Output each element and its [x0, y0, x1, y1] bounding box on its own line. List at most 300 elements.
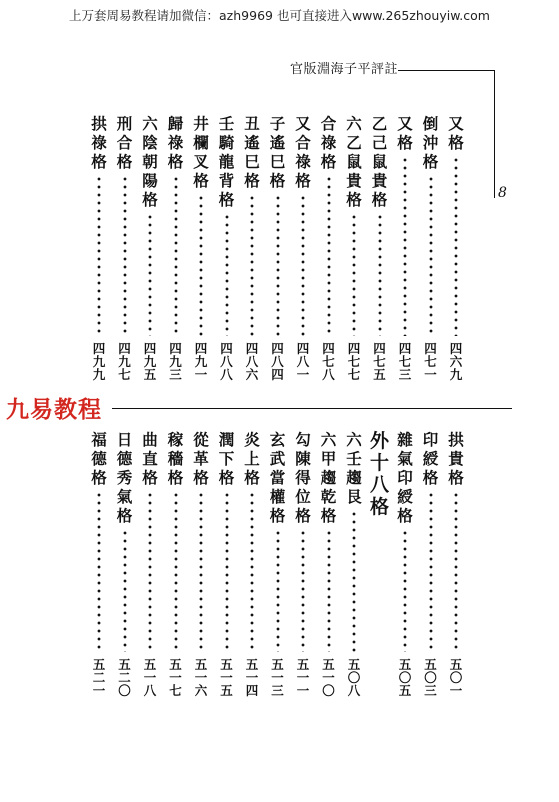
leader-dots: [352, 510, 356, 652]
title-char: 又: [295, 114, 311, 133]
title-char: 騎: [218, 133, 235, 152]
title-char: 朝: [142, 152, 158, 171]
toc-entry-title: [266, 114, 290, 190]
toc-entry-title: [138, 114, 162, 209]
toc-entry-title: [138, 430, 162, 487]
toc-page-number: [164, 342, 188, 381]
page-digit: 一: [169, 670, 182, 685]
toc-entry: [240, 114, 264, 382]
toc-entry-title: [342, 114, 366, 209]
title-char: 十: [369, 452, 389, 474]
title-char: 格: [371, 190, 388, 209]
leader-dots: [199, 194, 203, 336]
toc-entry: [87, 430, 111, 698]
title-char: 沖: [422, 133, 439, 152]
page-digit: 三: [271, 683, 284, 698]
title-char: 從: [193, 430, 209, 449]
toc-entry-title: [189, 430, 213, 487]
page-digit: 一: [245, 670, 259, 685]
page-digit: 四: [245, 341, 259, 356]
toc-page-number: [189, 342, 213, 381]
toc-entry: [215, 114, 239, 382]
title-char: 格: [91, 468, 107, 487]
page-digit: 〇: [118, 683, 131, 698]
toc-entry-title: [419, 114, 443, 171]
title-char: 武: [269, 449, 286, 468]
toc-entry-title: [317, 430, 341, 525]
title-char: 乙: [371, 114, 388, 133]
toc-entry-title: [113, 114, 137, 171]
page-digit: 八: [347, 683, 361, 698]
page-digit: 五: [398, 657, 412, 672]
toc-page-number: [164, 658, 188, 697]
leader-dots: [174, 175, 178, 336]
title-char: 井: [193, 114, 209, 133]
title-char: 格: [269, 171, 286, 190]
toc-page-number: [317, 658, 341, 697]
leader-dots: [327, 175, 331, 336]
page-digit: 一: [296, 683, 310, 698]
page-digit: 五: [194, 657, 208, 672]
toc-entry: [317, 430, 341, 698]
page-digit: 八: [296, 354, 310, 369]
title-char: 格: [369, 496, 389, 518]
page-digit: 六: [194, 683, 208, 698]
toc-entry: [164, 114, 188, 382]
title-char: 六: [346, 114, 362, 133]
title-char: 甲: [320, 449, 337, 468]
toc-entry: [317, 114, 341, 382]
leader-dots: [276, 529, 280, 652]
page-digit: 三: [424, 683, 437, 698]
page-digit: 五: [424, 657, 437, 672]
toc-entry: [291, 114, 315, 382]
toc-entry-title: [444, 114, 468, 152]
leader-dots: [123, 529, 127, 652]
leader-dots: [97, 175, 101, 336]
toc-entry-title: [240, 114, 264, 190]
title-char: 格: [91, 152, 107, 171]
title-char: 合: [320, 114, 337, 133]
title-char: 格: [295, 171, 311, 190]
title-char: 格: [116, 152, 133, 171]
toc-entry-title: [113, 430, 137, 525]
page-digit: 一: [220, 670, 233, 685]
title-char: 鼠: [346, 152, 362, 171]
title-char: 氣: [397, 449, 413, 468]
page-digit: 三: [398, 367, 412, 382]
toc-page-number: [342, 658, 366, 697]
toc-page-number: [393, 342, 417, 381]
title-char: 丑: [244, 114, 260, 133]
page-digit: 〇: [449, 670, 463, 685]
title-char: 雜: [397, 430, 413, 449]
title-char: 格: [422, 152, 439, 171]
page-digit: 五: [398, 683, 412, 698]
toc-entry: [393, 430, 417, 698]
title-char: 格: [320, 152, 337, 171]
title-char: 趨: [320, 468, 337, 487]
title-char: 歸: [167, 114, 184, 133]
title-char: 格: [167, 468, 184, 487]
title-char: 穡: [167, 449, 184, 468]
title-char: 下: [218, 449, 235, 468]
page-digit: 六: [449, 354, 463, 369]
toc-entry-title: [444, 430, 468, 487]
toc-entry-title: [291, 430, 315, 525]
page-digit: 四: [322, 341, 335, 356]
title-char: 格: [116, 506, 133, 525]
title-char: 格: [448, 468, 464, 487]
title-char: 氣: [116, 487, 133, 506]
toc-page-number: [266, 342, 290, 381]
page-digit: 一: [449, 683, 463, 698]
header-rule: [398, 70, 494, 71]
toc-page-number: [444, 342, 468, 381]
title-char: 艮: [346, 487, 362, 506]
brand-stamp: 九易教程: [6, 397, 102, 423]
leader-dots: [454, 156, 458, 336]
title-char: 直: [142, 449, 158, 468]
title-char: 格: [218, 190, 235, 209]
toc-page-number: [240, 658, 264, 697]
page-digit: 八: [220, 354, 233, 369]
title-char: 得: [295, 468, 311, 487]
leader-dots: [301, 529, 305, 652]
page-digit: 五: [143, 657, 157, 672]
toc-entry: [266, 430, 290, 698]
toc-entry-title: [215, 114, 239, 209]
toc-entry-title: [368, 430, 392, 518]
page-digit: 七: [118, 367, 131, 382]
title-char: 位: [295, 487, 311, 506]
page-digit: 四: [424, 341, 437, 356]
title-char: 又: [448, 114, 464, 133]
page-digit: 九: [449, 367, 463, 382]
leader-dots: [327, 529, 331, 652]
leader-dots: [403, 156, 407, 336]
title-char: 倒: [422, 114, 439, 133]
toc-entry: [138, 430, 162, 698]
title-char: 格: [218, 468, 235, 487]
page-digit: 一: [143, 670, 157, 685]
title-char: 又: [397, 114, 413, 133]
toc-entry: [342, 430, 366, 698]
toc-entry-title: [317, 114, 341, 171]
toc-page-number: [189, 658, 213, 697]
page-digit: 三: [169, 367, 182, 382]
toc-entry: [342, 114, 366, 382]
page-digit: 〇: [322, 683, 335, 698]
toc-entry: [419, 114, 443, 382]
page-digit: 七: [398, 354, 412, 369]
title-char: 六: [142, 114, 158, 133]
leader-dots: [199, 491, 203, 652]
page-digit: 一: [296, 367, 310, 382]
title-char: 貴: [448, 449, 464, 468]
page-digit: 四: [373, 341, 386, 356]
page-digit: 九: [194, 354, 208, 369]
leader-dots: [148, 213, 152, 336]
toc-page-number: [138, 658, 162, 697]
page-digit: 一: [194, 367, 208, 382]
title-char: 陰: [142, 133, 158, 152]
title-char: 日: [116, 430, 133, 449]
toc-entry: [189, 114, 213, 382]
toc-entry: [87, 114, 111, 382]
page-digit: 八: [245, 354, 259, 369]
book-title-header: 官版淵海子平評註: [290, 62, 399, 77]
title-char: 八: [369, 474, 389, 496]
title-char: 壬: [218, 114, 235, 133]
toc-page-number: [87, 342, 111, 381]
page-digit: 四: [245, 683, 259, 698]
toc-entry-title: [240, 430, 264, 487]
title-char: 權: [269, 487, 286, 506]
toc-entry: [215, 430, 239, 698]
toc-page-number: [419, 342, 443, 381]
title-char: 稼: [167, 430, 184, 449]
leader-dots: [123, 175, 127, 336]
page-digit: 八: [143, 683, 157, 698]
toc-entry-title: [291, 114, 315, 190]
leader-dots: [429, 175, 433, 336]
title-char: 趨: [346, 468, 362, 487]
title-char: 格: [422, 468, 439, 487]
page-digit: 〇: [424, 670, 437, 685]
page-digit: 七: [424, 354, 437, 369]
page-digit: 七: [347, 354, 361, 369]
toc-entry: [240, 430, 264, 698]
title-char: 曲: [142, 430, 158, 449]
title-char: 遙: [244, 133, 260, 152]
page-digit: 五: [92, 657, 106, 672]
title-char: 綬: [397, 487, 413, 506]
toc-page-number: [138, 342, 162, 381]
leader-dots: [378, 213, 382, 336]
leader-dots: [429, 491, 433, 652]
toc-entry: [164, 430, 188, 698]
title-char: 祿: [320, 133, 337, 152]
page-digit: 〇: [347, 670, 361, 685]
toc-entry-title: [164, 430, 188, 487]
page-digit: 五: [118, 657, 131, 672]
toc-entry: [368, 430, 392, 518]
toc-entry-title: [266, 430, 290, 525]
toc-page-number: [342, 342, 366, 381]
title-char: 格: [295, 506, 311, 525]
leader-dots: [454, 491, 458, 652]
title-char: 格: [269, 506, 286, 525]
leader-dots: [276, 194, 280, 336]
title-char: 六: [320, 430, 337, 449]
page-digit: 七: [322, 354, 335, 369]
title-char: 祿: [167, 133, 184, 152]
leader-dots: [250, 194, 254, 336]
title-char: 祿: [91, 133, 107, 152]
page-digit: 五: [220, 657, 233, 672]
toc-page-number: [368, 342, 392, 381]
title-char: 背: [218, 171, 235, 190]
title-char: 外: [369, 430, 389, 452]
title-char: 壬: [346, 449, 362, 468]
page-digit: 七: [169, 683, 182, 698]
toc-entry-title: [87, 114, 111, 171]
page-digit: 五: [271, 657, 284, 672]
toc-entry: [113, 114, 137, 382]
page-digit: 一: [271, 670, 284, 685]
page-digit: 七: [347, 367, 361, 382]
leader-dots: [301, 194, 305, 336]
page-digit: 四: [92, 341, 106, 356]
leader-dots: [97, 491, 101, 652]
page-digit: 一: [92, 683, 106, 698]
title-char: 拱: [448, 430, 464, 449]
toc-entry: [368, 114, 392, 382]
title-char: 貴: [371, 171, 388, 190]
title-char: 德: [116, 449, 133, 468]
leader-dots: [148, 491, 152, 652]
toc-entry: [113, 430, 137, 698]
page-digit: 二: [118, 670, 131, 685]
toc-entry: [291, 430, 315, 698]
title-char: 福: [91, 430, 107, 449]
page-digit: 八: [220, 367, 233, 382]
leader-dots: [225, 491, 229, 652]
toc-page-number: [291, 658, 315, 697]
page-digit: 四: [271, 341, 284, 356]
page-digit: 九: [92, 354, 106, 369]
toc-page-number: [113, 342, 137, 381]
title-char: 陽: [142, 171, 158, 190]
page-digit: 五: [347, 657, 361, 672]
title-char: 合: [295, 133, 311, 152]
title-char: 上: [244, 449, 260, 468]
title-char: 炎: [244, 430, 260, 449]
page-digit: 四: [398, 341, 412, 356]
toc-entry: [138, 114, 162, 382]
page-digit: 四: [143, 341, 157, 356]
page-digit: 五: [296, 657, 310, 672]
title-char: 格: [142, 468, 158, 487]
title-char: 勾: [295, 430, 311, 449]
title-char: 格: [346, 190, 362, 209]
toc-entry-title: [419, 430, 443, 487]
page-digit: 四: [118, 341, 131, 356]
title-char: 祿: [295, 152, 311, 171]
page-digit: 九: [92, 367, 106, 382]
toc-entry-title: [87, 430, 111, 487]
toc-entry-title: [189, 114, 213, 190]
page-digit: 九: [169, 354, 182, 369]
title-char: 刑: [116, 114, 133, 133]
title-char: 革: [193, 449, 209, 468]
toc-page-number: [215, 342, 239, 381]
title-char: 格: [448, 133, 464, 152]
page-digit: 八: [322, 367, 335, 382]
toc-page-number: [266, 658, 290, 697]
leader-dots: [403, 529, 407, 652]
title-char: 格: [193, 171, 209, 190]
page-digit: 一: [424, 367, 437, 382]
title-char: 格: [320, 506, 337, 525]
title-char: 秀: [116, 468, 133, 487]
toc-page-number: [291, 342, 315, 381]
title-char: 拱: [91, 114, 107, 133]
leader-dots: [174, 491, 178, 652]
leader-dots: [250, 491, 254, 652]
title-char: 己: [371, 133, 388, 152]
toc-entry: [266, 114, 290, 382]
toc-page-number: [87, 658, 111, 697]
toc-entry: [393, 114, 417, 382]
page-digit: 四: [194, 341, 208, 356]
leader-dots: [225, 213, 229, 336]
title-char: 叉: [193, 152, 209, 171]
title-char: 欄: [193, 133, 209, 152]
title-char: 鼠: [371, 152, 388, 171]
page-digit: 四: [169, 341, 182, 356]
page-digit: 四: [271, 367, 284, 382]
side-rule: [494, 70, 495, 198]
title-char: 德: [91, 449, 107, 468]
toc-page-number: [240, 342, 264, 381]
toc-page-number: [113, 658, 137, 697]
toc-entry-title: [368, 114, 392, 209]
title-char: 巳: [244, 152, 260, 171]
page-digit: 五: [322, 657, 335, 672]
page-digit: 五: [449, 657, 463, 672]
page-digit: 五: [220, 683, 233, 698]
title-char: 乙: [346, 133, 362, 152]
leader-dots: [352, 213, 356, 336]
toc-entry: [189, 430, 213, 698]
title-char: 龍: [218, 152, 235, 171]
title-char: 遙: [269, 133, 286, 152]
page-digit: 五: [245, 657, 259, 672]
title-char: 玄: [269, 430, 286, 449]
toc-entry: [444, 114, 468, 382]
title-char: 格: [244, 468, 260, 487]
title-char: 貴: [346, 171, 362, 190]
page-digit: 一: [322, 670, 335, 685]
title-char: 潤: [218, 430, 235, 449]
title-char: 印: [397, 468, 413, 487]
page-digit: 九: [143, 354, 157, 369]
toc-page-number: [317, 342, 341, 381]
page-digit: 四: [220, 341, 233, 356]
page-digit: 五: [169, 657, 182, 672]
title-char: 子: [269, 114, 286, 133]
title-char: 六: [346, 430, 362, 449]
page-digit: 五: [373, 367, 386, 382]
title-char: 乾: [320, 487, 337, 506]
toc-page-number: [215, 658, 239, 697]
page-digit: 五: [143, 367, 157, 382]
title-char: 綬: [422, 449, 439, 468]
title-char: 印: [422, 430, 439, 449]
toc-entry-title: [393, 430, 417, 525]
page-digit: 四: [449, 341, 463, 356]
toc-entry-title: [215, 430, 239, 487]
page-digit: 四: [347, 341, 361, 356]
page-digit: 六: [245, 367, 259, 382]
title-char: 格: [193, 468, 209, 487]
toc-entry-title: [342, 430, 366, 506]
title-char: 格: [244, 171, 260, 190]
page-digit: 一: [194, 670, 208, 685]
title-char: 格: [397, 133, 413, 152]
